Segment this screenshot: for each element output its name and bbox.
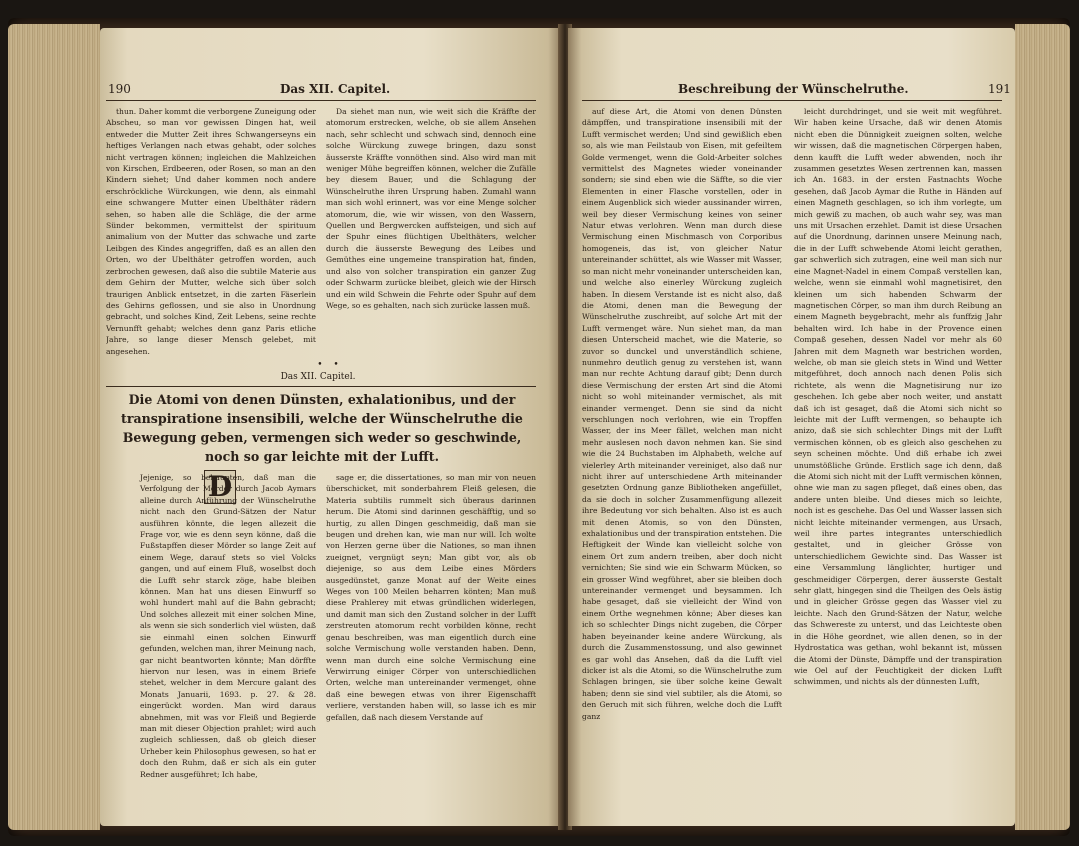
right-column-2 bbox=[794, 106, 1002, 806]
right-page-number: 191 bbox=[988, 82, 1011, 96]
left-running-head: Das XII. Capitel. bbox=[280, 82, 391, 96]
left-page bbox=[100, 28, 562, 826]
left-page-number: 190 bbox=[108, 82, 131, 96]
right-col2-text: leicht durchdringet, und sie weit mit wegführet. Wir haben keine Ursache, daß wir denen Atomis nicht eben die Dünnigkeit zueignen solten, welche wir wissen, daß die magnetischen Cörpergen haben, denn kaufft die Lufft weder abwenden, noch ihr zusammen gesetztes Wesen zertrennen kan, massen ich An. 1683. in der ersten Fastnachts Woche gesehen, daß Jacob Aymar die Ruthe in Händen auf einen Magneth geschlagen, so ich ihm vorlegte, um mich gewiß zu machen, ob auch wahr sey, was man uns mit Ursachen erzehlet. Damit ist diese Ursachen auf die Unordnung, darinnen unsere Meinung nach, die in der Lufft schwebende Atomi leicht gerathen, gar schwerlich sich zutragen, eine weil man sich nur eine Magnet-Nadel in einem Compaß verstellen kan, welche, wenn sie einmahl wohl magnetisiret, den kleinen um sich habenden Schwarm der magnetischen Cörper, so man ihm durch Reibung an einem Magneth beygebracht, mehr als funffzig Jahr behalten wird. Ich habe in der Provence einen Compaß gesehen, dessen Nadel vor mehr als 60 Jahren mit dem Magneth war bestrichen worden, welche, ob man sie gleich stets in Wind und Wetter mitgeführet, doch annoch nach denen Polis sich richtete, als wenn die Magnetisirung nur izo geschehen. Ich gebe aber noch weiter, und anstatt daß ich ist gesaget, daß die Atomi sich nicht so leichte mit der Lufft vermengen, so behaupte ich anizo, daß sie sich schlechter Dings mit der Lufft vermischen können, ob es gleich also geschehen zu seyn scheinen möchte. Und diß erhabe ich zwei unumstößliche Gründe. Erstlich sage ich denn, daß die Atomi sich nicht mit der Lufft vermischen können, ohne wie man zu sagen pfleget, daß eines oben, das andere unten bleibe. Und dieses mich so leichte, noch ist es geschehe. Das Oel und Wasser lassen sich nicht leichte miteinander vermengen, aus Ursach, weil ihre partes integrantes unterschiedlich gestaltet, und in gleicher Grösse von unterschiedlichem Gewichte sind. Das Wasser ist eine Versammlung länglichter, hurtiger und geschmeidiger Cörpergen, derer äusserste Gestalt sehr glatt, hingegen sind die Theilgen des Oels ästig und in gleicher Grösse gegen das Wasser viel zu leichte. Nach den Grund-Sätzen der Natur, welche das Schwereste zu unterst, und das Leichteste oben in die Höhe geordnet, wie allen denen, so in der Hydrostatica was gethan, wohl bekannt ist, müssen die Atomi der Dünste, Dämpffe und der transpiration wie Oel auf der Feuchtigkeit der dicken Lufft schwimmen, und nichts als der dünnesten Lufft, bbox=[794, 107, 1002, 687]
left-col2-top-text: Da siehet man nun, wie weit sich die Kräffte der atomorum erstrecken, welche, ob sie allem Ansehen nach, sehr schlecht und schwach sind, dennoch eine solche Würckung zuwege bringen, dazu sonst äusserste Kräffte vonnöthen sind. Also wird man mit weniger Mühe begreiffen können, welcher die Zufälle bey diesem Bauer, und die Schlagung der Wünschelruthe ihren Ursprung haben. Zumahl wann man sich wohl erinnert, was vor eine Menge solcher atomorum, die, wie wir wissen, von den Wassern, Quellen und Bergwercken auffsteigen, und sich auf der Spuhr eines flüchtigen Ubelthäters, welcher durch die äusserste Bewegung des Leibes und Gemüthes eine ungemeine transpiration hat, finden, und also von solcher transpiration ein ganzer Zug oder Schwarm zurücke bleibet, gleich wie der Hirsch und ein wild Schwein die Fehrte oder Spuhr auf dem Wege, so es gehalten, nach sich zurücke lassen muß. bbox=[326, 107, 536, 310]
left-col2-bottom-text: sage er, die dissertationes, so man mir von neuen überschicket, mit sonderbahrem Fleiß gelesen, die Materia subtilis rummelt sich überaus darinnen herum. Die Atomi sind darinnen geschäfftig, und so hurtig, zu allen Dingen geschmeidig, daß man sie beugen und drehen kan, wie man nur will. Ich wolte von Herzen gerne über die Nationes, so man ihnen zueignet, vergnügt seyn; Man gibt vor, als ob diejenige, so aus dem Leibe eines Mörders ausgedünstet, ganze Monat auf der Weite eines Weges von 100 Meilen beharren könten; Man muß diese Prahlerey mit etwas gründlichen widerlegen, und damit man sich den Zustand solcher in der Lufft zerstreuten atomorum recht vorbilden könne, recht genau beschreiben, was man eigentlich durch eine solche Vermischung wolle verstanden haben. Denn, wenn man durch eine solche Vermischung eine Verwirrung einiger Cörper von unterschiedlichen Orten, welche man untereinander vermenget, ohne daß eine bewegen etwas von ihrer Eigenschafft verliere, verstanden haben will, so lasse ich es mir gefallen, daß nach diesem Verstande auf bbox=[326, 473, 536, 722]
right-header-rule bbox=[582, 100, 1002, 101]
left-header-rule bbox=[106, 100, 536, 101]
chapter-heading: Die Atomi von denen Dünsten, exhalationibus, und der transpiratione insensibili, welche der Wünschelruthe die Bewegung geben, vermengen sich weder so geschwinde, noch so gar leichte mit der Lufft. bbox=[121, 392, 523, 464]
left-col1-top-text: thun. Daher kommt die verborgene Zuneigung oder Abscheu, so man vor gewissen Dingen hat, weil entweder die Mutter Zeit ihres Schwangerseyns ein heftiges Verlangen nach etwas gehabt, oder solches nicht vertragen können; ingleichen die Mahlzeichen von Kirschen, Erdbeeren, oder Rosen, so man an den Kindern siehet; Und daher kommen noch andere erschröckliche Würckungen, wie denn, als einmahl eine schwangere Mutter einen Ubelthäter rädern sehen, so haben alle die Schläge, die der arme Sünder bekommen, vermittelst der spirituum animalium von der Mutter das schwache und zarte Leibgen des Kindes angegriffen, daß es an allen den Orten, wo der Ubelthäter getroffen worden, auch zerbrochen gewesen, daß also die subtile Materie aus dem Gehirn der Mutter, welche sich über solch traurigen Anblick entsetzet, in die zarten Fäserlein des Gehirns geflossen, und sie also in Unordnung gebracht, und solches Kind, Zeit Lebens, seine rechte Vernunfft gehabt; welches denn ganz Paris etliche Jahre, so lange dieser Mensch gelebet, mit angesehen. bbox=[106, 107, 316, 356]
left-column-2-bottom bbox=[326, 472, 536, 802]
right-page-edges bbox=[1015, 24, 1070, 830]
section-divider-dots: • • bbox=[317, 360, 343, 370]
left-column-1-bottom bbox=[106, 472, 316, 802]
right-column-1 bbox=[582, 106, 782, 806]
right-running-head: Beschreibung der Wünschelruthe. bbox=[678, 82, 909, 96]
left-column-2-top bbox=[326, 106, 536, 368]
chapter-rule bbox=[106, 386, 536, 387]
left-page-edges bbox=[8, 24, 100, 830]
right-page bbox=[568, 28, 1015, 826]
chapter-label: Das XII. Capitel. bbox=[280, 372, 356, 382]
drop-cap-initial: D bbox=[204, 470, 236, 504]
left-col1-bottom-text: Jejenige, so behaupten, daß man die Verfolgung der Mörder durch Jacob Aymars alleine durch Anführung der Wünschelruthe nicht nach den Grund-Sätzen der Natur ausführen könnte, die legen allezeit die Frage vor, wie es denn seyn könne, daß die Fußstapffen dieser Mörder so lange Zeit auf einem Wege, darauf stets so viel Volcks gangen, und auf einem Fluß, woselbst doch die Lufft sehr starck zöge, habe bleiben können. Man hat uns diesen Einwurff so wohl hundert mahl auf die Bahn gebracht; Und solches allezeit mit einer solchen Mine, als wenn sie sich sonderlich viel wüsten, daß sie einmahl einen solchen Einwurff gefunden, welchen man, ihrer Meinung nach, gar nicht beantworten könnte; Man dörffte hiervon nur lesen, was in einem Briefe stehet, welcher in dem Mercure galant des Monats Januarii, 1693. p. 27. & 28. eingerückt worden. Man wird daraus abnehmen, mit was vor Fleiß und Begierde man mit dieser Objection prahlet; wird auch zugleich schliessen, daß ob gleich dieser Urheber kein Philosophus gewesen, so hat er doch den Ruhm, daß er sich als ein guter Redner ausgeführet; Ich habe, bbox=[140, 473, 316, 779]
left-column-1-top bbox=[106, 106, 316, 368]
book-spread bbox=[8, 18, 1070, 836]
right-col1-text: auf diese Art, die Atomi von denen Dünsten dämpffen, und transpiratione insensibili mit der Lufft vermischet werden; Und sind gewißlich eben so, als wie man Feilstaub von Eisen, mit gefeiltem Golde vermenget, wenn die Gold-Arbeiter solches vermittelst des Magnetes wieder voneinander sondern; sie sind eben wie die Säffte, so die vier Elementen in einer Flasche vorstellen, oder in einem Augenblick sich wieder aussinander wirren, weil bey dieser Vermischung keines von seiner Natur etwas verlohren. Wenn man durch diese Vermischung einen Mischmasch von Corporibus homogeneis, das ist, von gleicher Natur untereinander schüttet, als wie Wasser mit Wasser, so man nicht mehr voneinander unterscheiden kan, und welche also einerley Würckung zugleich haben. In diesem Verstande ist es nicht also, daß die Atomi, denen man die Bewegung der Wünschelruthe zuschreibt, auf solche Art mit der Lufft vermenget wäre. Nun siehet man, da man diesen Unterscheid machet, wie die Materie, so zuvor so dunckel und unverständlich schiene, nunmehro deutlich genug zu verstehen ist, wann man nur rechte Achtung darauf gibt; Denn durch diese Vermischung der ersten Art sind die Atomi nicht so wohl miteinander vermischet, als mit einander vermenget. Denn sie sind da nicht verschlungen noch verlohren, wie ein Tropffen Wasser, der ins Meer fället, welchen man nicht mehr auslesen noch davon nehmen kan. Sie sind wie die 24 Buchstaben im Alphabeth, welche auf vielerley Arth miteinander vereiniget, also daß nur nicht ihrer auf unterschiedene Arth miteinander gesetzten Ordnung ganze Bibliotheken angefüllet, da sie doch in solcher Zusammenfügung allezeit ihre Bedeutung vor sich behalten. Also ist es auch mit denen Atomis, so von den Dünsten, exhalationibus und der transpiration entstehen. Die Heftigkeit der Winde kan vielleicht solche von einem Ort zum andern treiben, aber doch nicht vernichten; Sie sind wie ein Schwarm Mücken, so ein grosser Wind wegführet, aber sie bleiben doch untereinander vermenget und beysammen. Ich habe gesaget, daß sie vielleicht der Wind von einem Orthe wegnehmen könne; Aber dieses kan ich so schlechter Dings nicht zugeben, die Cörper haben beyeinander keine andere Würckung, als durch die Zusammenstossung, und also gewinnet es gar wohl das Ansehen, daß da die Lufft viel dicker ist als die Atomi, so die Wünschelruthe zum Schlagen bringen, sie über solche keine Gewalt haben; denn sie sind viel subtiler, als die Atomi, so den Geruch mit sich führen, welche doch die Lufft ganz bbox=[582, 107, 782, 721]
